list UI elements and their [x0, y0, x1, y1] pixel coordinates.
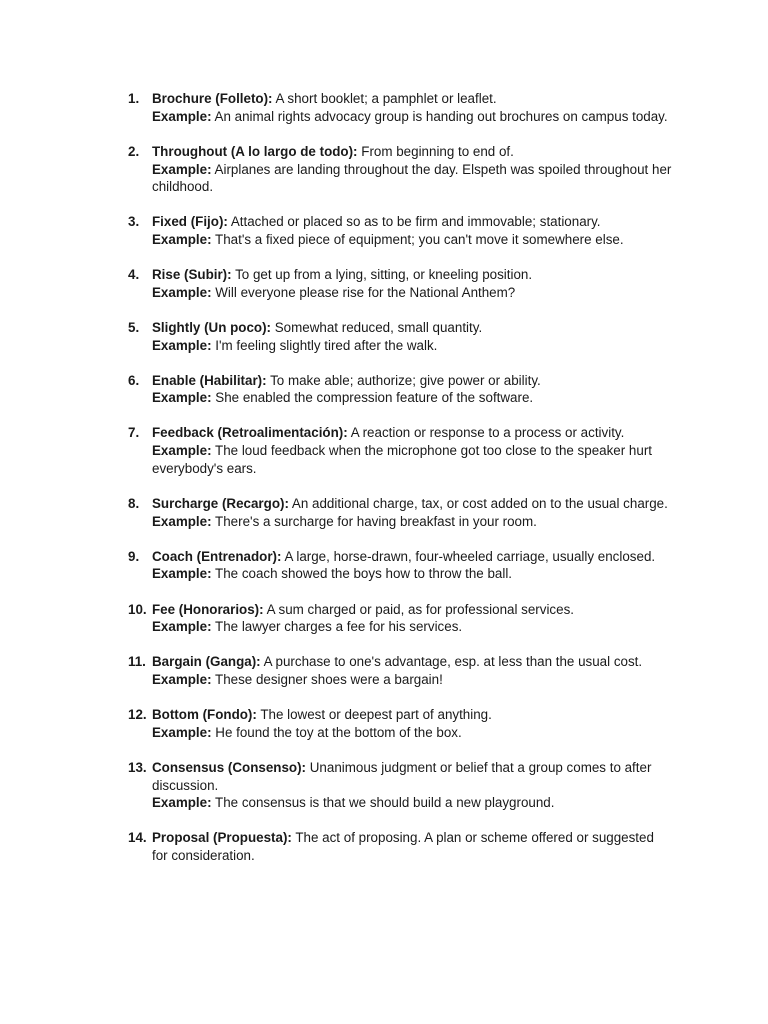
term: Consensus (Consenso): [152, 759, 307, 775]
list-item [0, 548, 768, 583]
list-item [0, 372, 768, 407]
term: Brochure (Folleto): [152, 91, 273, 106]
example-label: Example: [152, 284, 212, 300]
example-text: The consensus is that we should build a new playground. [215, 795, 555, 811]
definition: From beginning to end of. [361, 143, 514, 159]
example-label: Example: [152, 337, 212, 353]
item-number: 13. [128, 759, 147, 775]
list-item [0, 601, 768, 636]
list-item [0, 213, 768, 248]
definition-line [152, 143, 672, 161]
term: Bottom (Fondo): [152, 707, 257, 723]
term: Slightly (Un poco): [152, 319, 272, 335]
definition: An additional charge, tax, or cost added on to the usual charge. [291, 495, 668, 511]
example-text: There's a surcharge for having breakfast in your room. [215, 513, 537, 529]
example-line [152, 161, 672, 196]
definition: The lowest or deepest part of anything. [260, 707, 492, 723]
term: Proposal (Propuesta): [152, 830, 292, 846]
item-number: 9. [128, 548, 140, 564]
example-label: Example: [152, 232, 212, 247]
example-line [152, 108, 672, 126]
definition-line [152, 548, 672, 566]
list-item [0, 424, 768, 477]
item-number: 11. [128, 654, 146, 670]
example-label: Example: [152, 108, 212, 124]
example-line [152, 231, 672, 249]
term: Surcharge (Recargo): [152, 495, 289, 511]
term: Fee (Honorarios): [152, 601, 264, 617]
definition: Unanimous judgment or belief that a group comes to after discussion. [152, 759, 652, 793]
definition: The act of proposing. A plan or scheme offered or suggested for consideration. [152, 830, 654, 864]
example-text: These designer shoes were a bargain! [215, 672, 443, 688]
list-item [0, 706, 768, 741]
definition-line [152, 213, 672, 231]
example-text: He found the toy at the bottom of the box. [215, 724, 462, 740]
term: Enable (Habilitar): [152, 372, 267, 388]
item-number: 10. [128, 601, 147, 617]
term: Bargain (Ganga): [152, 654, 261, 670]
example-label: Example: [152, 513, 212, 529]
definition-line [152, 829, 672, 864]
example-text: She enabled the compression feature of the software. [215, 390, 534, 406]
item-number: 8. [128, 495, 140, 511]
item-number: 14. [128, 830, 147, 846]
example-text: The loud feedback when the microphone got too close to the speaker hurt everybody's ears. [152, 443, 652, 476]
list-item [0, 266, 768, 301]
definition-line [152, 372, 672, 390]
example-label: Example: [152, 443, 212, 459]
example-text: An animal rights advocacy group is handing out brochures on campus today. [214, 108, 668, 124]
definition: A large, horse-drawn, four-wheeled carriage, usually enclosed. [284, 548, 656, 564]
definition-line [152, 601, 672, 619]
definition-line [152, 653, 672, 671]
definition-line [152, 495, 672, 513]
definition: Somewhat reduced, small quantity. [274, 319, 483, 335]
example-label: Example: [152, 672, 212, 688]
term: Coach (Entrenador): [152, 548, 282, 564]
definition: To get up from a lying, sitting, or kneeling position. [235, 267, 533, 283]
example-label: Example: [152, 724, 212, 740]
vocabulary-list [0, 90, 768, 865]
example-text: The lawyer charges a fee for his services. [215, 619, 463, 635]
example-line [152, 442, 672, 477]
list-item [0, 759, 768, 812]
example-line [152, 337, 672, 355]
item-number: 3. [128, 214, 140, 230]
list-item [0, 143, 768, 196]
definition: A sum charged or paid, as for professional services. [266, 601, 574, 617]
definition-line [152, 266, 672, 284]
definition: Attached or placed so as to be firm and immovable; stationary. [230, 214, 601, 230]
definition: A reaction or response to a process or activity. [350, 425, 625, 441]
term: Rise (Subir): [152, 267, 232, 283]
definition-line [152, 90, 672, 108]
definition-line [152, 759, 672, 794]
item-number: 1. [128, 91, 140, 106]
definition-line [152, 424, 672, 442]
example-label: Example: [152, 161, 212, 177]
example-line [152, 724, 672, 742]
definition: A short booklet; a pamphlet or leaflet. [275, 91, 497, 106]
item-number: 12. [128, 707, 147, 723]
definition-line [152, 706, 672, 724]
example-line [152, 513, 672, 531]
item-number: 4. [128, 267, 140, 283]
example-label: Example: [152, 566, 212, 582]
example-text: I'm feeling slightly tired after the walk. [215, 337, 438, 353]
example-text: Will everyone please rise for the National Anthem? [215, 284, 516, 300]
item-number: 5. [128, 319, 140, 335]
example-line [152, 284, 672, 302]
example-text: That's a fixed piece of equipment; you can't move it somewhere else. [215, 232, 624, 247]
example-text: Airplanes are landing throughout the day. Elspeth was spoiled throughout her childhood. [152, 161, 672, 195]
list-item [0, 495, 768, 530]
example-label: Example: [152, 795, 212, 811]
document-page [0, 90, 768, 882]
term: Throughout (A lo largo de todo): [152, 143, 358, 159]
example-label: Example: [152, 390, 212, 406]
list-item [0, 653, 768, 688]
definition-line [152, 319, 672, 337]
example-line [152, 794, 672, 812]
example-line [152, 671, 672, 689]
list-item [0, 319, 768, 354]
definition: A purchase to one's advantage, esp. at less than the usual cost. [263, 654, 643, 670]
list-item [0, 90, 768, 125]
example-text: The coach showed the boys how to throw the ball. [215, 566, 513, 582]
example-line [152, 565, 672, 583]
item-number: 7. [128, 425, 140, 441]
example-line [152, 389, 672, 407]
item-number: 6. [128, 372, 140, 388]
definition: To make able; authorize; give power or ability. [270, 372, 541, 388]
list-item [0, 829, 768, 864]
term: Feedback (Retroalimentación): [152, 425, 348, 441]
example-line [152, 618, 672, 636]
term: Fixed (Fijo): [152, 214, 228, 230]
example-label: Example: [152, 619, 212, 635]
item-number: 2. [128, 143, 140, 159]
